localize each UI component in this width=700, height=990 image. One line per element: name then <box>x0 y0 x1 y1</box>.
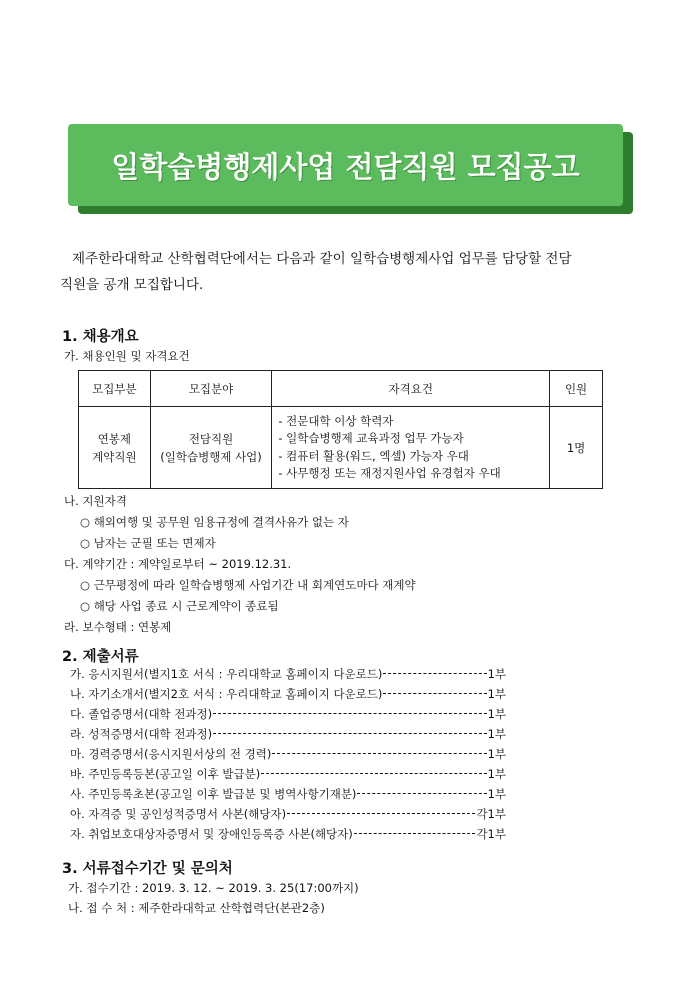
page-title: 일학습병행제사업 전담직원 모집공고 <box>111 149 580 184</box>
document-count: 1부 <box>487 727 506 741</box>
field-line-1: 전담직원 <box>188 431 234 446</box>
document-item <box>70 666 506 682</box>
dash-leader <box>354 833 476 834</box>
document-label: 바. 주민등록등본(공고일 이후 발급분) <box>70 767 261 781</box>
dash-leader <box>383 673 486 674</box>
document-item <box>70 766 506 782</box>
da-item: ○ 근무평정에 따라 일학습병행제 사업기간 내 회계연도마다 재계약 <box>80 578 416 592</box>
section-1-sub-ga: 가. 채용인원 및 자격요건 <box>64 349 190 363</box>
table-header-row <box>79 371 603 407</box>
da-item: ○ 해당 사업 종료 시 근로계약이 종료됨 <box>80 599 279 613</box>
document-label: 마. 경력증명서(응시지원서상의 전 경력) <box>70 747 272 761</box>
requirement-item: - 사무행정 또는 재정지원사업 유경험자 우대 <box>278 466 501 480</box>
document-item <box>70 686 506 702</box>
document-item <box>70 826 506 842</box>
document-count: 각1부 <box>476 807 506 821</box>
intro-line-2: 직원을 공개 모집합니다. <box>60 277 204 293</box>
document-label: 가. 응시지원서(별지1호 서식 : 우리대학교 홈페이지 다운로드) <box>70 667 383 681</box>
intro-paragraph <box>60 246 640 298</box>
section-1-heading: 1. 채용개요 <box>62 329 139 345</box>
document-count: 1부 <box>487 687 506 701</box>
recruit-table <box>78 370 603 489</box>
document-item <box>70 786 506 802</box>
count-cell: 1명 <box>550 407 603 489</box>
section-3-place: 나. 접 수 처 : 제주한라대학교 산학협력단(본관2층) <box>68 901 325 915</box>
part-line-2: 계약직원 <box>92 449 137 464</box>
document-label: 사. 주민등록초본(공고일 이후 발급분 및 병역사항기재분) <box>70 787 357 801</box>
table-header-cell: 모집부분 <box>79 371 151 407</box>
dash-leader <box>213 733 486 734</box>
document-item <box>70 726 506 742</box>
table-row <box>79 407 603 489</box>
document-count: 각1부 <box>476 827 506 841</box>
section-2-heading: 2. 제출서류 <box>62 649 139 665</box>
section-1-sub-ra: 라. 보수형태 : 연봉제 <box>64 620 172 634</box>
dash-leader <box>272 753 486 754</box>
part-cell <box>79 407 151 489</box>
requirements-cell <box>272 407 550 489</box>
document-label: 라. 성적증명서(대학 전과정) <box>70 727 213 741</box>
na-item: ○ 남자는 군필 또는 면제자 <box>80 536 216 550</box>
document-label: 자. 취업보호대상자증명서 및 장애인등록증 사본(해당자) <box>70 827 353 841</box>
table-header-cell: 인원 <box>550 371 603 407</box>
document-label: 아. 자격증 및 공인성적증명서 사본(해당자) <box>70 807 287 821</box>
table-header-cell: 모집분야 <box>150 371 272 407</box>
title-banner <box>68 124 631 212</box>
field-cell <box>150 407 272 489</box>
section-1-sub-na: 나. 지원자격 <box>64 494 127 508</box>
dash-leader <box>261 773 486 774</box>
document-count: 1부 <box>487 767 506 781</box>
dash-leader <box>357 793 486 794</box>
document-count: 1부 <box>487 667 506 681</box>
requirement-item: - 전문대학 이상 학력자 <box>278 413 394 428</box>
table-header-cell: 자격요건 <box>272 371 550 407</box>
section-3-heading: 3. 서류접수기간 및 문의처 <box>62 861 233 877</box>
banner-box <box>68 124 623 206</box>
requirement-item: - 일학습병행제 교육과정 업무 가능자 <box>278 431 464 445</box>
requirement-item: - 컴퓨터 활용(워드, 엑셀) 가능자 우대 <box>278 448 469 463</box>
document-item <box>70 746 506 762</box>
dash-leader <box>287 813 475 814</box>
document-label: 다. 졸업증명서(대학 전과정) <box>70 707 213 721</box>
document-count: 1부 <box>487 787 506 801</box>
intro-line-1: 제주한라대학교 산학협력단에서는 다음과 같이 일학습병행제사업 업무를 담당할 전담 <box>72 251 572 267</box>
section-3-period: 가. 접수기간 : 2019. 3. 12. ~ 2019. 3. 25(17:00까지) <box>68 881 359 895</box>
section-1-sub-da: 다. 계약기간 : 계약일로부터 ~ 2019.12.31. <box>64 557 292 571</box>
document-count: 1부 <box>487 747 506 761</box>
na-item: ○ 해외여행 및 공무원 임용규정에 결격사유가 없는 자 <box>80 515 349 529</box>
document-label: 나. 자기소개서(별지2호 서식 : 우리대학교 홈페이지 다운로드) <box>70 687 383 701</box>
document-item <box>70 706 506 722</box>
document-item <box>70 806 506 822</box>
dash-leader <box>383 693 486 694</box>
part-line-1: 연봉제 <box>97 431 132 446</box>
field-line-2: (일학습병행제 사업) <box>160 449 262 464</box>
dash-leader <box>213 713 486 714</box>
document-count: 1부 <box>487 707 506 721</box>
